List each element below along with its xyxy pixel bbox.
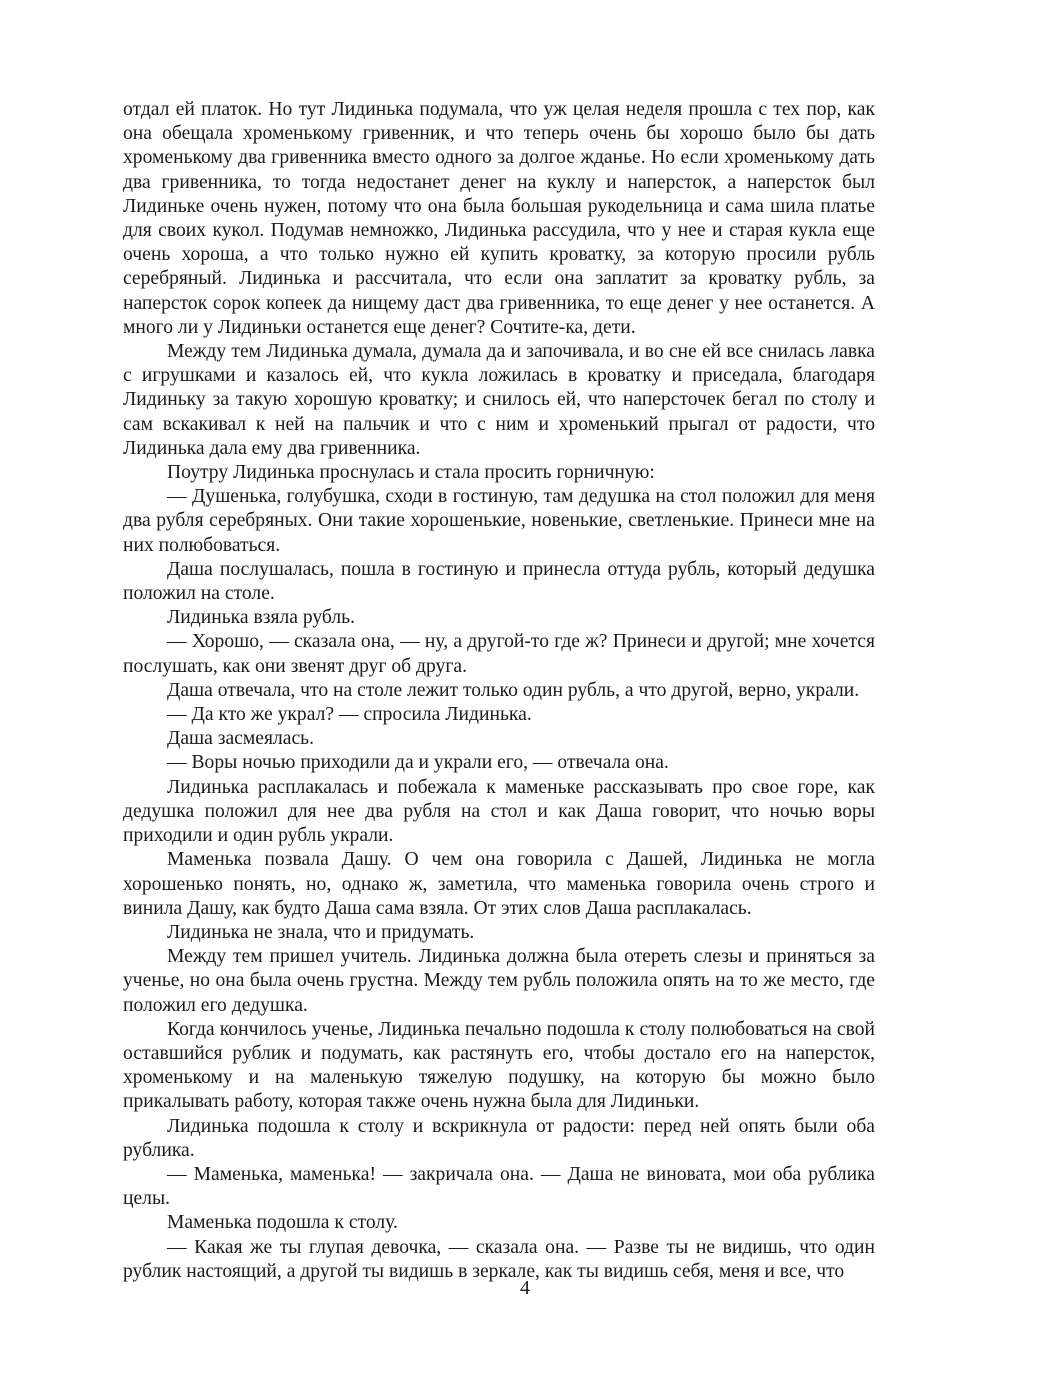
paragraph: Между тем Лидинька думала, думала да и започивала, и во сне ей все снилась лавка с игрушками и казалось ей, что кукла ложилась в кроватку и приседала, благодаря Лидиньку за такую хорошую кроватку; и снилось ей, что наперсточек бегал по столу и сам вскакивал к ней на пальчик и что с ним и хроменький прыгал от радости, что Лидинька дала ему два гривенника. [123, 341, 875, 459]
paragraph: — Какая же ты глупая девочка, — сказала она. — Разве ты не видишь, что один рублик настоящий, а другой ты видишь в зеркале, как ты видишь себя, меня и все, что [123, 1236, 875, 1282]
paragraph: Даша отвечала, что на столе лежит только один рубль, а что другой, верно, украли. [167, 679, 860, 701]
paragraph: Поутру Лидинька проснулась и стала просить горничную: [167, 462, 655, 484]
paragraph: — Хорошо, — сказала она, — ну, а другой-то где ж? Принеси и другой; мне хочется послушать, как они звенят друг об друга. [123, 631, 875, 677]
paragraph: отдал ей платок. Но тут Лидинька подумала, что уж целая неделя прошла с тех пор, как она обещала хроменькому гривенник, и что теперь очень бы хорошо было бы дать хроменькому два гривенника вместо одного за долгое жданье. Но если хроменькому дать два гривенника, то тогда недостанет денег на куклу и наперсток, а наперсток был Лидиньке очень нужен, потому что она была большая рукодельница и сама шила платье для своих кукол. Подумав немножко, Лидинька рассудила, что у нее и старая кукла еще очень хороша, а что только нужно ей купить кроватку, за которую просили рубль серебряный. Лидинька и рассчитала, что если она заплатит за кроватку рубль, за наперсток сорок копеек да нищему даст два гривенника, то еще денег у нее останется. А много ли у Лидиньки останется еще денег? Сочтите-ка, дети. [123, 99, 875, 338]
paragraph: Лидинька расплакалась и побежала к маменьке рассказывать про свое горе, как дедушка положил для нее два рубля на стол и как Даша говорит, что ночью воры приходили и один рубль украли. [123, 776, 875, 847]
paragraph: Маменька позвала Дашу. О чем она говорила с Дашей, Лидинька не могла хорошенько понять, но, однако ж, заметила, что маменька говорила очень строго и винила Дашу, как будто Даша сама взяла. От этих слов Даша расплакалась. [123, 849, 875, 919]
page-body [123, 98, 875, 1284]
paragraph: Между тем пришел учитель. Лидинька должна была отереть слезы и приняться за ученье, но она была очень грустна. Между тем рубль положила опять на то же место, где положил его дедушка. [123, 946, 875, 1016]
paragraph: — Маменька, маменька! — закричала она. — Даша не виновата, мои оба рублика целы. [123, 1163, 875, 1210]
paragraph: Лидинька взяла рубль. [167, 607, 356, 629]
paragraph: — Душенька, голубушка, сходи в гостиную, там дедушка на стол положил для меня два рубля серебряных. Они такие хорошенькие, новенькие, светленькие. Принеси мне на них полюбоваться. [123, 486, 875, 556]
paragraph: — Воры ночью приходили да и украли его, — отвечала она. [167, 752, 669, 774]
paragraph: Когда кончилось ученье, Лидинька печально подошла к столу полюбоваться на свой оставшийся рублик и подумать, как растянуть его, чтобы достало его на наперсток, хроменькому и на маленькую тяжелую подушку, на которую бы можно было прикалывать работу, которая также очень нужна была для Лидиньки. [123, 1018, 875, 1113]
paragraph: Маменька подошла к столу. [167, 1212, 398, 1234]
paragraph: Даша послушалась, пошла в гостиную и принесла оттуда рубль, который дедушка положил на столе. [123, 558, 875, 605]
paragraph: Лидинька подошла к столу и вскрикнула от радости: перед ней опять были оба рублика. [123, 1115, 875, 1161]
paragraph: — Да кто же украл? — спросила Лидинька. [167, 704, 532, 726]
paragraph: Даша засмеялась. [167, 728, 314, 750]
page-number: 4 [520, 1277, 530, 1299]
paragraph: Лидинька не знала, что и придумать. [167, 921, 475, 943]
